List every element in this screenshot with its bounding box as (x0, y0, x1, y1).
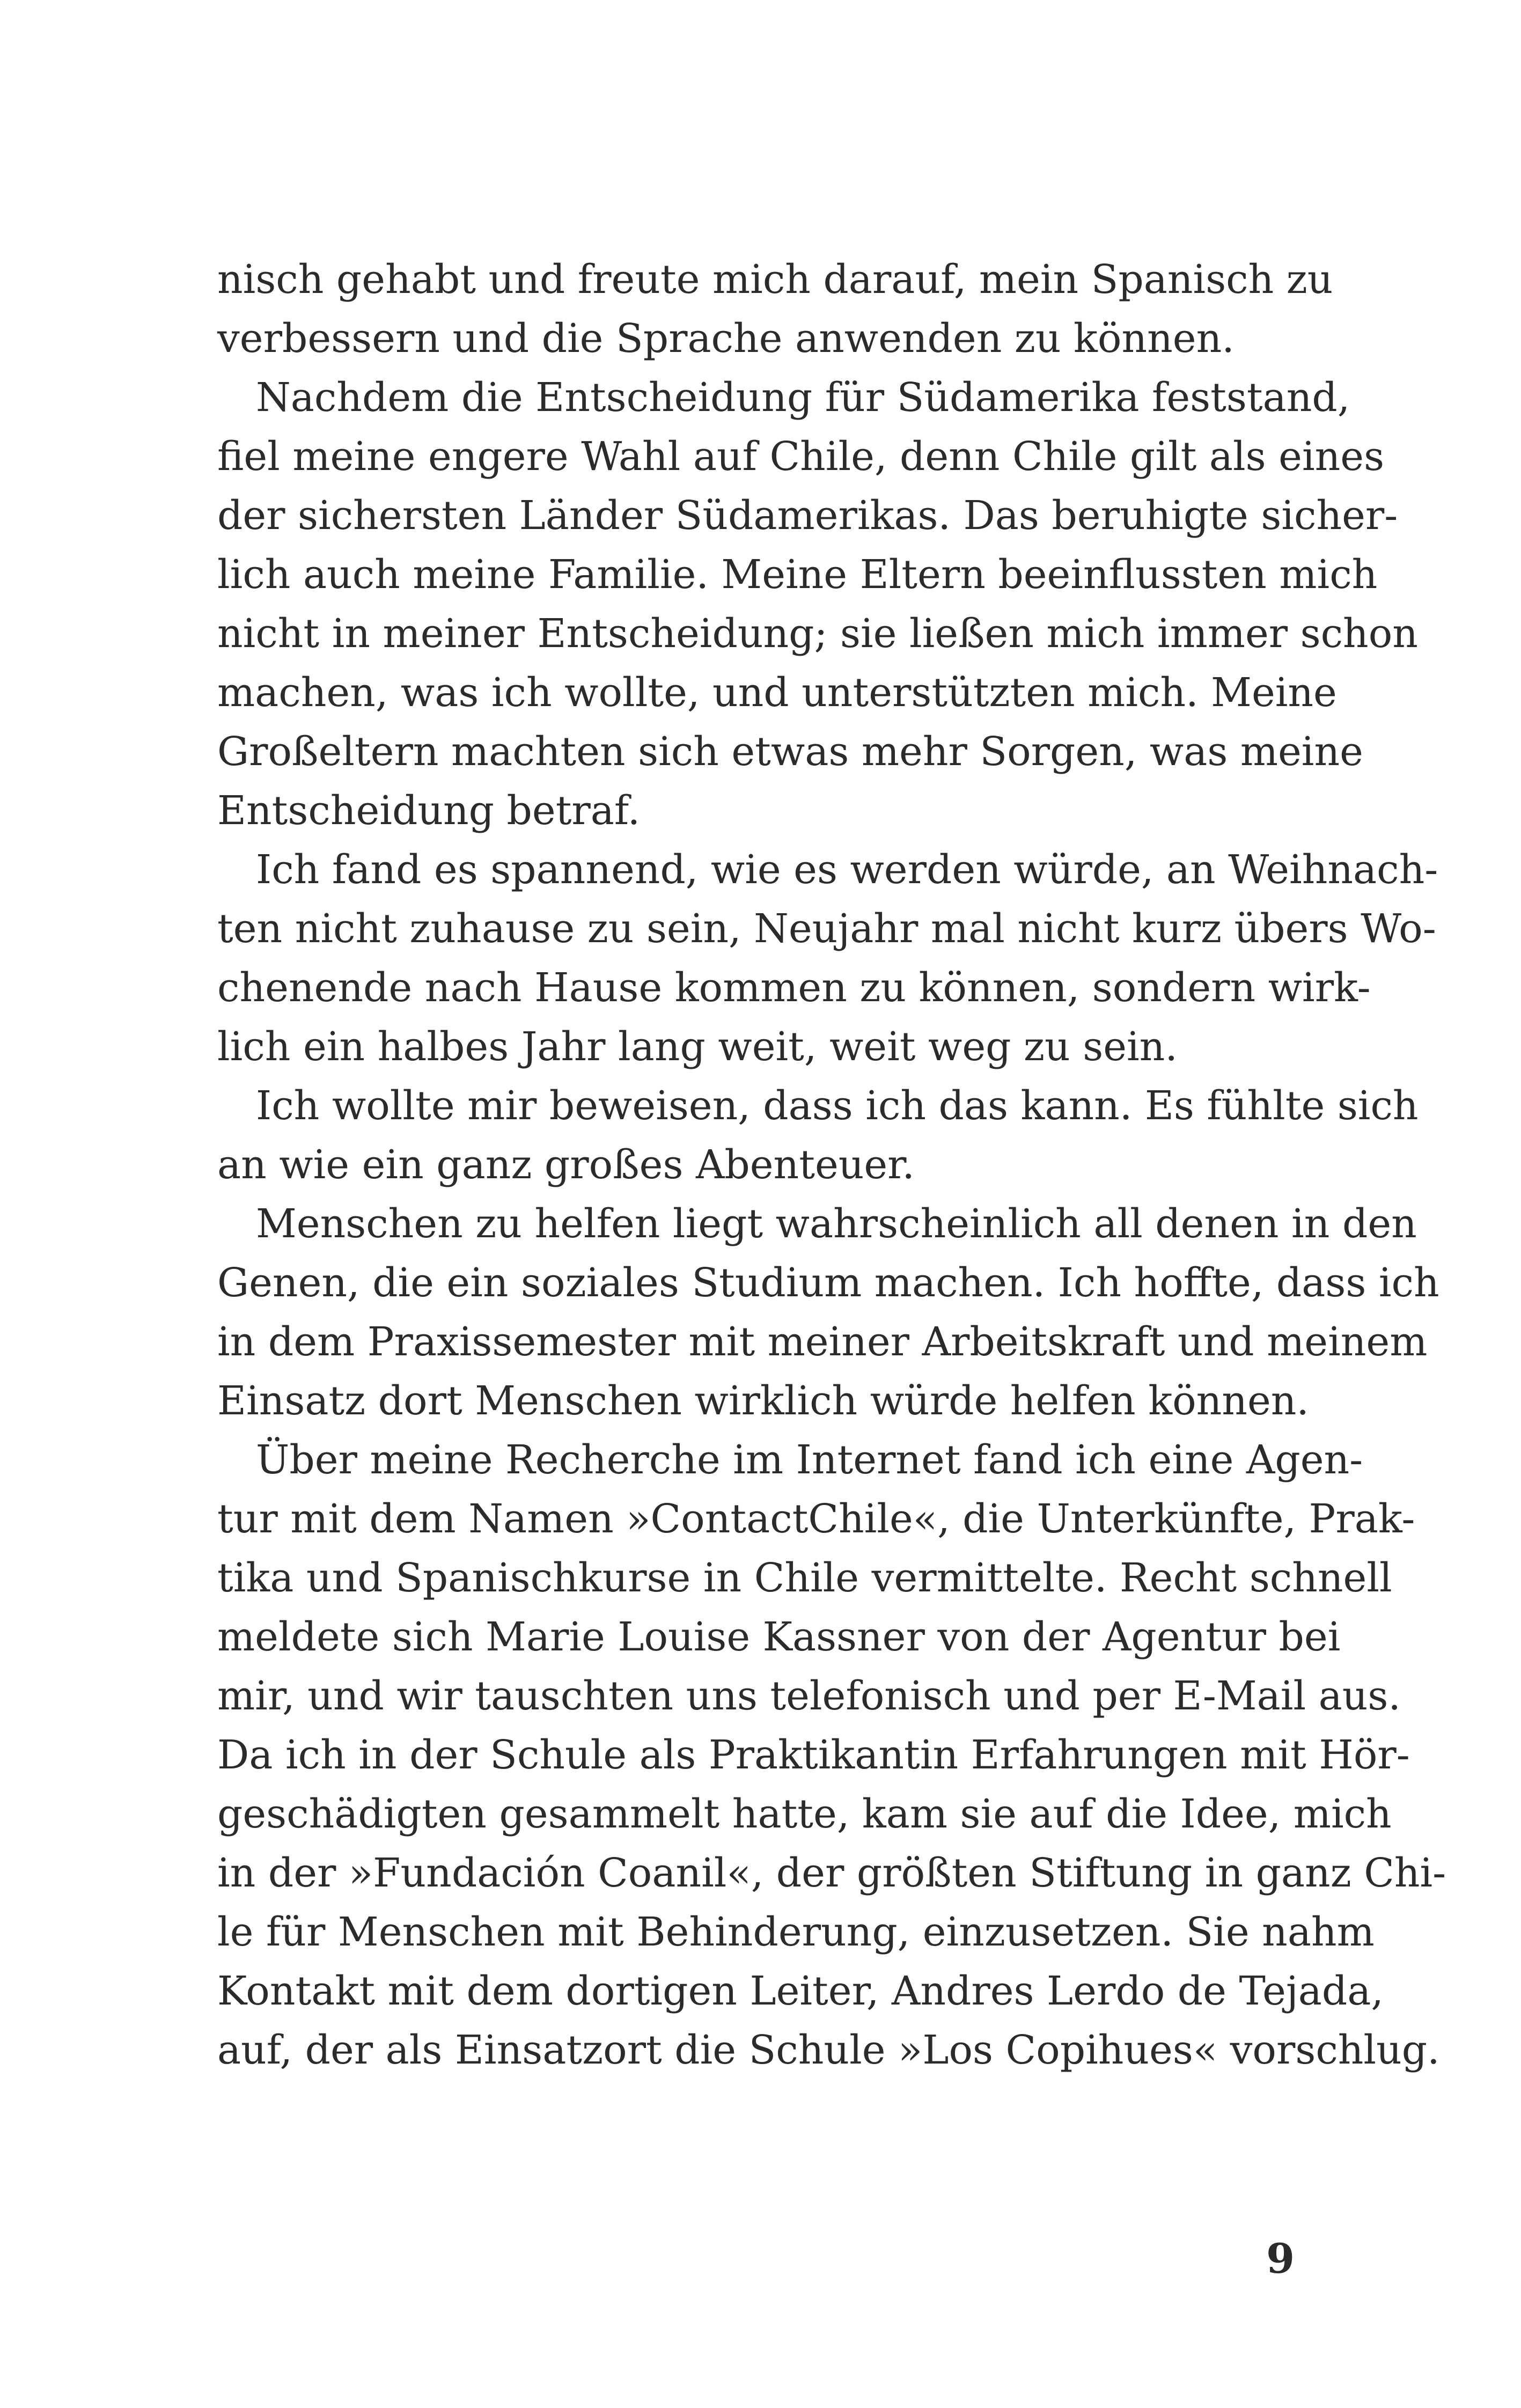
text-line: Großeltern machten sich etwas mehr Sorgen, was meine (217, 729, 1363, 775)
page-number: 9 (1266, 2235, 1295, 2282)
paragraph (217, 840, 1438, 1076)
text-line: an wie ein ganz großes Abenteuer. (217, 1142, 915, 1188)
text-line: Ich fand es spannend, wie es werden würde, an Weihnach- (256, 847, 1438, 893)
paragraph (217, 1076, 1419, 1194)
text-line: tika und Spanischkurse in Chile vermittelte. Recht schnell (217, 1555, 1392, 1601)
paragraph (217, 1430, 1446, 2080)
text-line: Da ich in der Schule als Praktikantin Erfahrungen mit Hör- (217, 1732, 1410, 1778)
text-line: auf, der als Einsatzort die Schule »Los Copihues« vorschlug. (217, 2027, 1440, 2073)
text-line: meldete sich Marie Louise Kassner von der Agentur bei (217, 1614, 1341, 1660)
text-line: verbessern und die Sprache anwenden zu können. (217, 315, 1235, 362)
text-line: nisch gehabt und freute mich darauf, mein Spanisch zu (217, 256, 1333, 303)
text-line: in der »Fundación Coanil«, der größten Stiftung in ganz Chi- (217, 1850, 1446, 1896)
text-line: der sichersten Länder Südamerikas. Das beruhigte sicher- (217, 493, 1398, 539)
text-line: mir, und wir tauschten uns telefonisch und per E-Mail aus. (217, 1673, 1401, 1719)
text-line: Einsatz dort Menschen wirklich würde helfen können. (217, 1378, 1309, 1424)
text-line: Über meine Recherche im Internet fand ich eine Agen- (256, 1437, 1363, 1483)
text-line: lich auch meine Familie. Meine Eltern beeinflussten mich (217, 552, 1378, 598)
text-line: lich ein halbes Jahr lang weit, weit weg zu sein. (217, 1024, 1178, 1070)
paragraph (217, 1194, 1439, 1430)
text-line: geschädigten gesammelt hatte, kam sie auf die Idee, mich (217, 1791, 1392, 1837)
text-line: Menschen zu helfen liegt wahrscheinlich all denen in den (256, 1201, 1417, 1247)
text-line: fiel meine engere Wahl auf Chile, denn Chile gilt als eines (217, 434, 1385, 480)
paragraph (217, 250, 1333, 368)
text-line: nicht in meiner Entscheidung; sie ließen mich immer schon (217, 611, 1418, 657)
text-line: tur mit dem Namen »ContactChile«, die Unterkünfte, Prak- (217, 1496, 1415, 1542)
text-line: le für Menschen mit Behinderung, einzusetzen. Sie nahm (217, 1909, 1375, 1955)
text-line: Kontakt mit dem dortigen Leiter, Andres Lerdo de Tejada, (217, 1968, 1384, 2014)
text-line: Nachdem die Entscheidung für Südamerika feststand, (256, 375, 1350, 421)
paragraph (217, 368, 1418, 840)
text-line: Ich wollte mir beweisen, dass ich das kann. Es fühlte sich (256, 1083, 1419, 1129)
text-line: Genen, die ein soziales Studium machen. Ich hoffte, dass ich (217, 1260, 1439, 1306)
text-line: chenende nach Hause kommen zu können, sondern wirk- (217, 965, 1371, 1011)
text-line: Entscheidung betraf. (217, 788, 641, 834)
text-line: in dem Praxissemester mit meiner Arbeitskraft und meinem (217, 1319, 1428, 1365)
text-line: ten nicht zuhause zu sein, Neujahr mal nicht kurz übers Wo- (217, 906, 1436, 952)
body-text (217, 250, 1446, 2080)
text-line: machen, was ich wollte, und unterstützten mich. Meine (217, 670, 1337, 716)
